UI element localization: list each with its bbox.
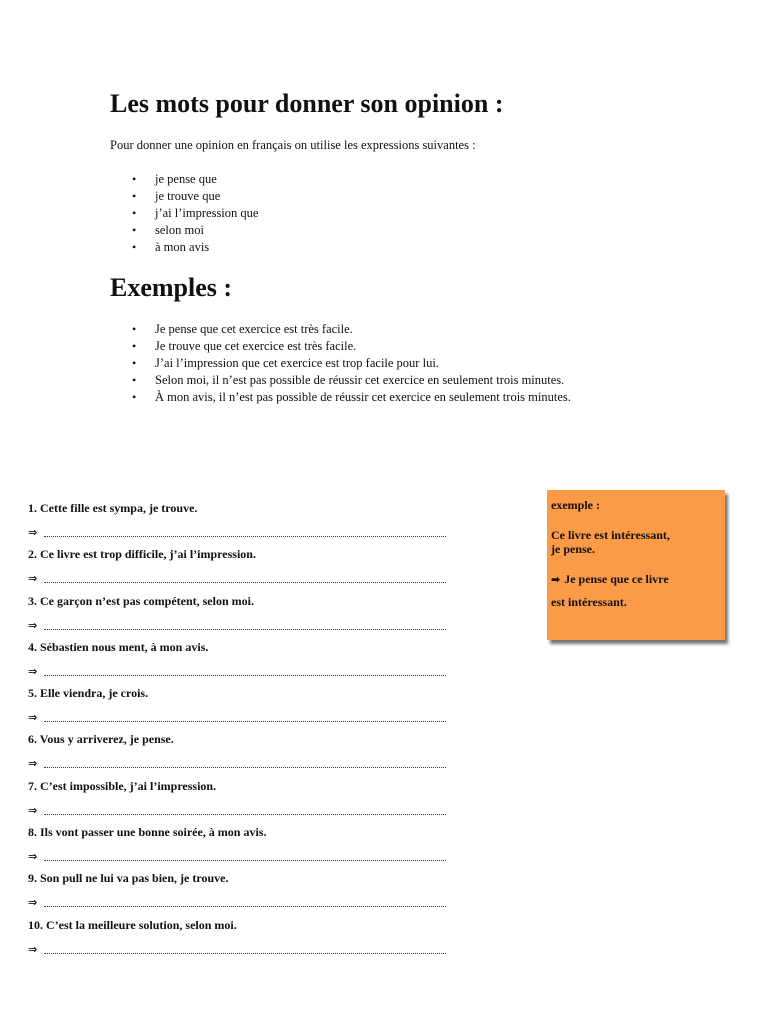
list-item: • j’ai l’impression que [132, 206, 259, 220]
arrow-icon: ⇒ [28, 526, 38, 539]
list-item: • je pense que [132, 172, 217, 186]
arrow-icon: ⇒ [28, 711, 38, 725]
dotted-line [44, 675, 446, 676]
dotted-line [44, 814, 446, 815]
list-item: • à mon avis [132, 240, 210, 254]
bullet-icon: • [132, 322, 137, 336]
answer-line[interactable] [28, 896, 446, 910]
dotted-line [44, 953, 446, 954]
exercise-question: 6. Vous y arriverez, je pense. [28, 732, 174, 747]
answer-line[interactable] [28, 757, 446, 771]
example-answer-line2: est intéressant. [551, 595, 627, 609]
example-sentence-line2: je pense. [551, 542, 595, 556]
exercise-item [28, 496, 458, 542]
answer-line[interactable] [28, 804, 446, 818]
list-item: • je trouve que [132, 189, 221, 203]
page-title: Les mots pour donner son opinion : [110, 89, 504, 118]
dotted-line [44, 860, 446, 861]
dotted-line [44, 721, 446, 722]
answer-line[interactable] [28, 572, 446, 586]
exercise-item [28, 774, 458, 820]
expressions-list [110, 171, 258, 256]
example-sentence-line1: Ce livre est intéressant, [551, 528, 670, 542]
dotted-line [44, 906, 446, 907]
answer-line[interactable] [28, 850, 446, 864]
arrow-icon: ⇒ [28, 803, 38, 817]
answer-line[interactable] [28, 619, 446, 633]
example-box-heading: exemple : [551, 498, 600, 512]
bullet-icon: • [132, 356, 137, 370]
exercise-item [28, 589, 458, 635]
examples-heading: Exemples : [110, 273, 233, 302]
bullet-icon: • [132, 240, 137, 254]
list-item: • Je trouve que cet exercice est très facile. [132, 339, 357, 353]
exercise-item [28, 542, 458, 588]
list-item: • J’ai l’impression que cet exercice est trop facile pour lui. [132, 356, 439, 370]
arrow-icon: ⇒ [28, 850, 38, 864]
examples-list [110, 321, 630, 406]
arrow-right-icon: ➡ [551, 573, 561, 586]
answer-line[interactable] [28, 943, 446, 957]
exercise-item [28, 635, 458, 681]
bullet-icon: • [132, 223, 137, 237]
dotted-line [44, 629, 446, 630]
answer-line[interactable] [28, 526, 446, 540]
bullet-icon: • [132, 206, 137, 220]
bullet-icon: • [132, 339, 137, 353]
list-item: • Je pense que cet exercice est très facile. [132, 322, 353, 336]
list-item: • selon moi [132, 223, 204, 237]
list-item: • Selon moi, il n’est pas possible de réussir cet exercice en seulement trois minutes. [132, 373, 565, 387]
bullet-icon: • [132, 373, 137, 387]
exercise-item [28, 820, 458, 866]
bullet-icon: • [132, 189, 137, 203]
dotted-line [44, 582, 446, 583]
answer-line[interactable] [28, 665, 446, 679]
dotted-line [44, 536, 446, 537]
exercise-list [28, 496, 458, 959]
bullet-icon: • [132, 390, 137, 404]
example-answer-line1: ➡ Je pense que ce livre [551, 572, 669, 586]
list-item: • À mon avis, il n’est pas possible de réussir cet exercice en seulement trois minutes. [132, 390, 571, 404]
exercise-question: 1. Cette fille est sympa, je trouve. [28, 501, 198, 515]
arrow-icon: ⇒ [28, 572, 38, 586]
exercise-question: 8. Ils vont passer une bonne soirée, à mon avis. [28, 825, 267, 840]
exercise-item [28, 681, 458, 727]
exercise-question: 9. Son pull ne lui va pas bien, je trouve. [28, 871, 229, 886]
arrow-icon: ⇒ [28, 942, 38, 956]
arrow-icon: ⇒ [28, 664, 38, 678]
example-box [547, 490, 725, 640]
exercise-item [28, 866, 458, 912]
exercise-question: 5. Elle viendra, je crois. [28, 686, 149, 701]
exercise-question: 2. Ce livre est trop difficile, j’ai l’impression. [28, 547, 256, 562]
arrow-icon: ⇒ [28, 896, 38, 910]
arrow-icon: ⇒ [28, 618, 38, 632]
exercise-item [28, 913, 458, 959]
dotted-line [44, 767, 446, 768]
exercise-question: 10. C’est la meilleure solution, selon moi. [28, 917, 237, 932]
arrow-icon: ⇒ [28, 757, 38, 771]
exercise-question: 7. C’est impossible, j’ai l’impression. [28, 778, 217, 793]
bullet-icon: • [132, 172, 137, 186]
intro-text: Pour donner une opinion en français on utilise les expressions suivantes : [110, 138, 476, 152]
exercise-question: 4. Sébastien nous ment, à mon avis. [28, 639, 209, 654]
answer-line[interactable] [28, 711, 446, 725]
exercise-question: 3. Ce garçon n’est pas compétent, selon moi. [28, 593, 254, 608]
exercise-item [28, 727, 458, 773]
